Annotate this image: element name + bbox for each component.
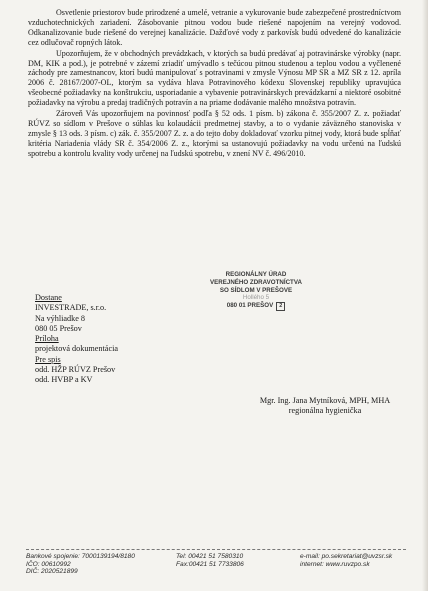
file-copy-1: odd. HŽP RÚVZ Prešov (35, 365, 116, 375)
footer-tel: Tel: 00421 51 7580310 (176, 553, 244, 560)
footer-ico: IČO: 00610992 (26, 560, 71, 568)
official-stamp (200, 271, 312, 327)
stamp-line-5 (200, 302, 312, 311)
footer-phone-info (176, 553, 244, 568)
stamp-number: 2 (276, 302, 285, 311)
stamp-line-2: VEREJNÉHO ZDRAVOTNÍCTVA (210, 278, 302, 286)
recipient-city: 080 05 Prešov (35, 323, 82, 333)
recipient-company: INVESTRADE, s.r.o. (35, 303, 107, 313)
footer-divider (26, 549, 406, 550)
recipient-street: Na výhliadke 8 (35, 313, 86, 323)
paragraph-lighting: Osvetlenie priestorov bude prirodzené a umelé, vetranie a vykurovanie bude zabezpečené prostredníctvom vzduchotechnických zariadení. Zásobovanie pitnou vodou bude riešené napojením na verejný vodovod. Odkanalizovanie bude riešené do verejnej kanalizácie. Dažďové vody z parkovísk budú odvedené do kanalizácie cez odlučovač ropných látok. (28, 8, 401, 47)
signatory-role: regionálna hygienička (288, 406, 362, 416)
stamp-line-1: REGIONÁLNY ÚRAD (225, 271, 287, 278)
stamp-line-4: Hollého 5 (242, 294, 270, 302)
footer-web: internet: www.ruvzpo.sk (300, 560, 370, 568)
priloha-label: Príloha (35, 334, 59, 344)
prespis-label: Pre spis (35, 354, 61, 364)
signature-block (225, 396, 425, 417)
stamp-line-3: SO SÍDLOM V PREŠOVE (219, 286, 293, 294)
footer-bank-info (26, 553, 135, 576)
footer-web-info (300, 553, 392, 568)
footer-bank: Bankové spojenie: 7000139194/8180 (26, 553, 135, 560)
distribution-block (35, 293, 118, 386)
dostane-label: Dostane (35, 293, 62, 302)
attachment-text: projektová dokumentácia (35, 344, 118, 354)
footer-email: e-mail: po.sekretariat@uvzsr.sk (300, 553, 393, 560)
letter-body (28, 8, 401, 160)
signatory-name: Mgr. Ing. Jana Mytníková, MPH, MHA (259, 396, 391, 405)
footer-dic: DIČ: 2020521899 (26, 568, 78, 576)
footer-fax: Fax:00421 51 7733806 (176, 560, 244, 568)
scan-edge-shadow (422, 0, 428, 591)
stamp-city: 080 01 PREŠOV (226, 302, 274, 310)
paragraph-food-shops: Upozorňujem, že v obchodných prevádzkach, v ktorých sa budú predávať aj potravinárske výrobky (napr. DM, KIK a pod.), je potrebné v zázemí zriadiť umývadlo s tečúcou pitnou studenou a teplou vodou a vyčlenené záchody pre zamestnancov, ktorí budú manipulovať s potravinami v zmysle Výnosu MP SR a MZ SR z 12. apríla 2006 č. 28167/2007-OL, ktorým sa vydáva hlava Potravinového kódexu Slovenskej republiky upravujúca všeobecné požiadavky na konštrukciu, usporiadanie a vybavenie potravinárskych prevádzkarní a niektoré osobitné požiadavky na výrobu a predaj tradičných potravín a na priame dodávanie malého množstva potravín. (28, 48, 401, 108)
paragraph-approval: Zároveň Vás upozorňujem na povinnosť podľa § 52 ods. 1 písm. b) zákona č. 355/2007 Z. z. požiadať RÚVZ so sídlom v Prešove o súhlas ku kolaudácii predmetnej stavby, a to o vydanie záväzného stanoviska v zmysle § 13 ods. 3 písm. c) zák. č. 355/2007 Z. z. a do tejto doby dokladovať vzorku pitnej vody, ktorá bude spĺňať kritéria Nariadenia vlády SR č. 354/2006 Z. z., ktorými sa ustanovujú požiadavky na vodu určenú na ľudskú spotrebu a kontrolu kvality vody určenej na ľudskú spotrebu, v znení NV č. 496/2010. (28, 109, 401, 158)
file-copy-2: odd. HVBP a KV (35, 375, 93, 385)
